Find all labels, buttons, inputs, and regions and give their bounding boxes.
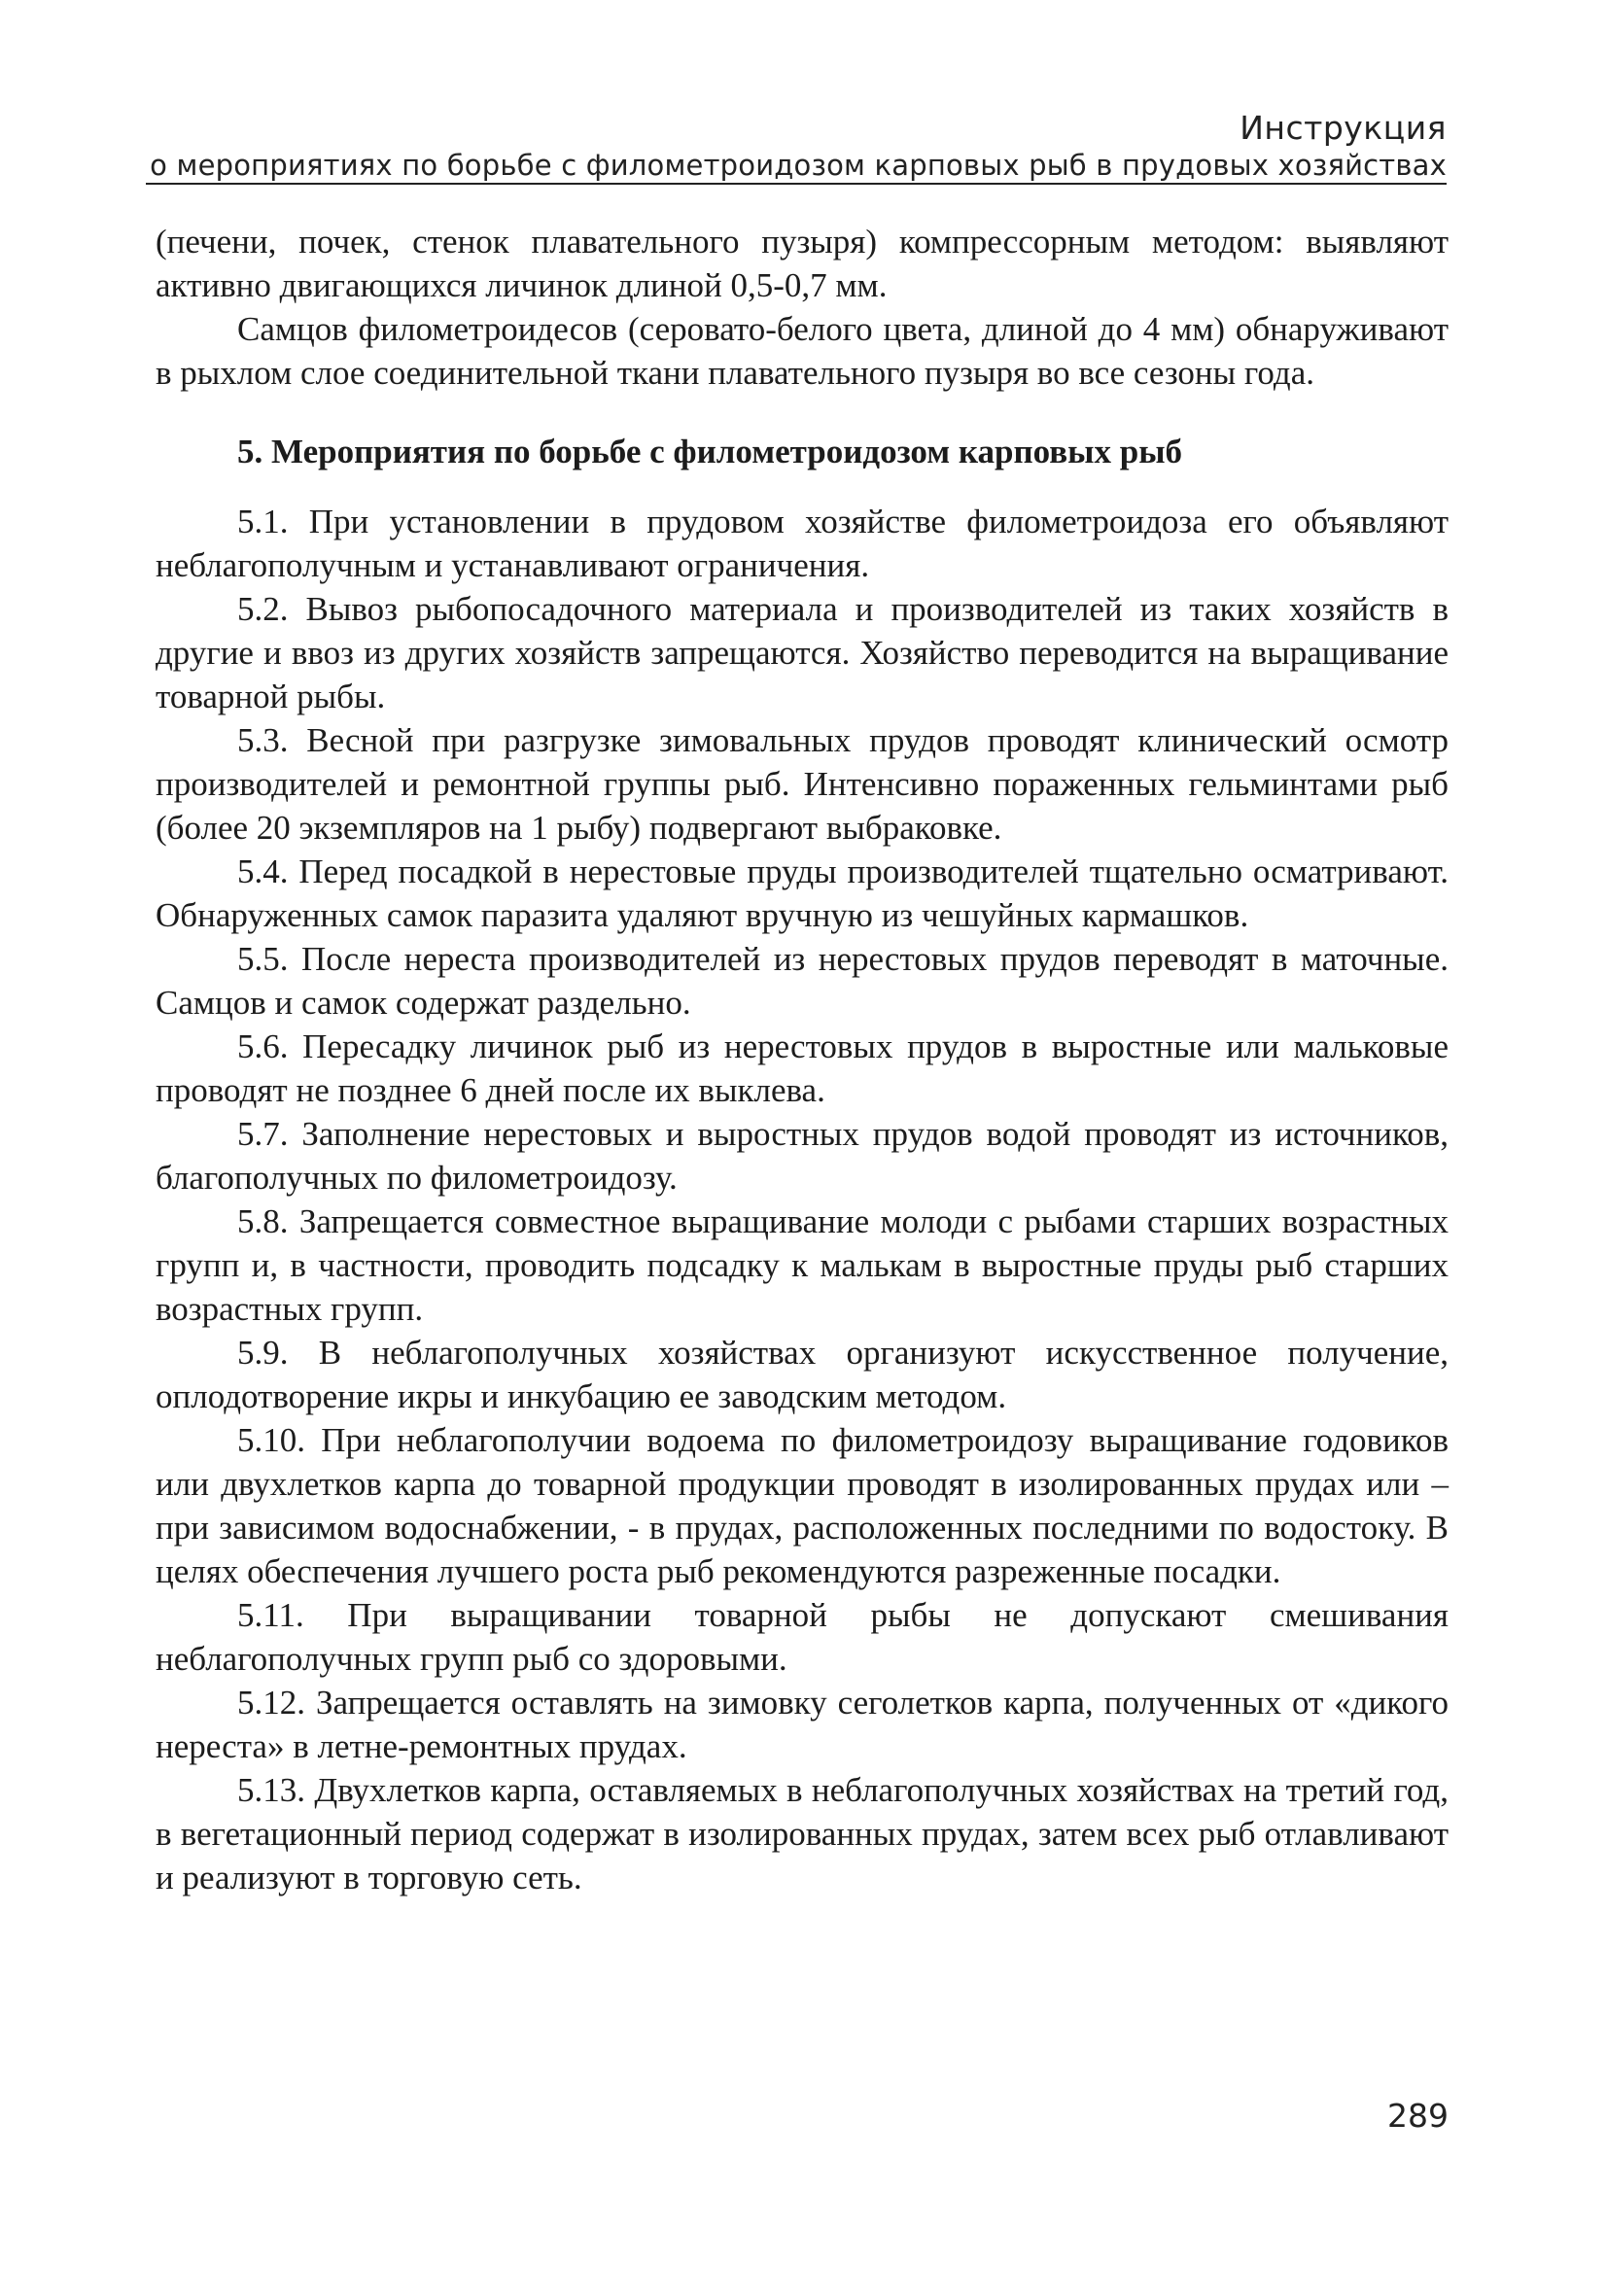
paragraph-5-12: 5.12. Запрещается оставлять на зимовку сеголетков карпа, полученных от «дикого нереста» в летне-ремонтных прудах. bbox=[156, 1684, 1449, 1765]
header-divider bbox=[146, 183, 1447, 185]
paragraph-5-2: 5.2. Вывоз рыбопосадочного материала и производителей из таких хозяйств в другие и ввоз из других хозяйств запрещаются. Хозяйство переводится на выращивание товарной рыбы. bbox=[156, 590, 1449, 715]
page-number: 289 bbox=[1387, 2097, 1449, 2135]
paragraph-5-13: 5.13. Двухлетков карпа, оставляемых в неблагополучных хозяйствах на третий год, в вегетационный период содержат в изолированных прудах, затем всех рыб отлавливают и реализуют в торговую сеть. bbox=[156, 1771, 1449, 1896]
main-text bbox=[156, 220, 1449, 1899]
paragraph-5-1: 5.1. При установлении в прудовом хозяйстве филометроидоза его объявляют неблагополучным и устанавливают ограничения. bbox=[156, 503, 1449, 584]
paragraph-intro-males: Самцов филометроидесов (серовато-белого цвета, длиной до 4 мм) обнаруживают в рыхлом слое соединительной ткани плавательного пузыря во все сезоны года. bbox=[156, 310, 1449, 392]
paragraph-5-5: 5.5. После нереста производителей из нерестовых прудов переводят в маточные. Самцов и самок содержат раздельно. bbox=[156, 940, 1449, 1022]
paragraph-5-6: 5.6. Пересадку личинок рыб из нерестовых прудов в выростные или мальковые проводят не позднее 6 дней после их выклева. bbox=[156, 1027, 1449, 1109]
paragraph-5-8: 5.8. Запрещается совместное выращивание молоди с рыбами старших возрастных групп и, в частности, проводить подсадку к малькам в выростные пруды рыб старших возрастных групп. bbox=[156, 1202, 1449, 1328]
paragraph-5-7: 5.7. Заполнение нерестовых и выростных прудов водой проводят из источников, благополучных по филометроидозу. bbox=[156, 1115, 1449, 1197]
section-heading: 5. Мероприятия по борьбе с филометроидозом карповых рыб bbox=[237, 433, 1183, 470]
paragraph-5-9: 5.9. В неблагополучных хозяйствах организуют искусственное получение, оплодотворение икры и инкубацию ее заводским методом. bbox=[156, 1334, 1449, 1415]
paragraph-5-3: 5.3. Весной при разгрузке зимовальных прудов проводят клинический осмотр производителей и ремонтной группы рыб. Интенсивно пораженных гельминтами рыб (более 20 экземпляров на 1 рыбу) подвергают выбраковке. bbox=[156, 721, 1449, 847]
paragraph-intro-continued: (печени, почек, стенок плавательного пузыря) компрессорным методом: выявляют активно двигающихся личинок длиной 0,5-0,7 мм. bbox=[156, 223, 1449, 304]
running-header bbox=[146, 109, 1447, 183]
paragraph-5-10: 5.10. При неблагополучии водоема по филометроидозу выращивание годовиков или двухлетков карпа до товарной продукции проводят в изолированных прудах или – при зависимом водоснабжении, - в прудах, расположенных последними по водостоку. В целях обеспечения лучшего роста рыб рекомендуются разреженные посадки. bbox=[156, 1421, 1449, 1590]
header-subtitle: о мероприятиях по борьбе с филометроидозом карповых рыб в прудовых хозяйствах bbox=[150, 149, 1447, 182]
paragraph-5-4: 5.4. Перед посадкой в нерестовые пруды производителей тщательно осматривают. Обнаруженных самок паразита удаляют вручную из чешуйных кармашков. bbox=[156, 852, 1449, 934]
header-title: Инструкция bbox=[1240, 109, 1447, 147]
paragraph-5-11: 5.11. При выращивании товарной рыбы не допускают смешивания неблагополучных групп рыб со здоровыми. bbox=[156, 1596, 1449, 1678]
